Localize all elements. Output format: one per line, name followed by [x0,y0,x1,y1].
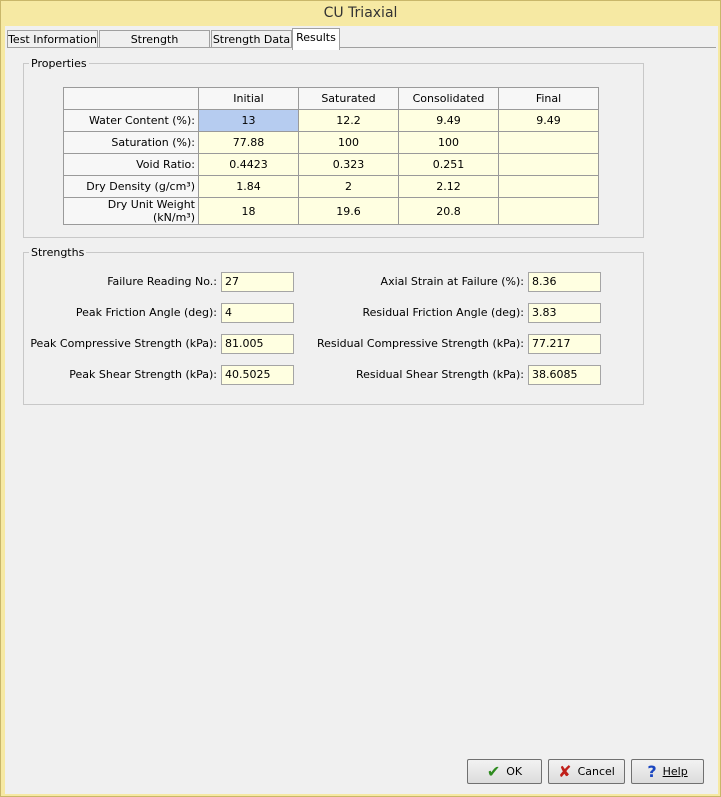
cancel-button-label: Cancel [577,765,615,778]
peak-friction-angle-field[interactable]: 4 [221,303,294,323]
table-cell[interactable]: 0.251 [399,154,499,176]
check-icon: ✔ [486,761,501,781]
table-cell[interactable]: 9.49 [399,110,499,132]
properties-table [63,87,599,225]
tab-test-information[interactable]: Test Information [7,30,98,50]
column-header-final[interactable]: Final [499,88,599,110]
question-icon: ? [647,761,657,781]
column-header-consolidated[interactable]: Consolidated [399,88,499,110]
column-header-saturated[interactable]: Saturated [299,88,399,110]
strengths-group-label: Strengths [31,246,85,259]
table-row [64,176,599,198]
table-cell[interactable]: 77.88 [199,132,299,154]
peak-compressive-strength-field[interactable]: 81.005 [221,334,294,354]
cancel-button[interactable] [548,759,625,784]
table-row [64,154,599,176]
ok-button-label: OK [506,765,523,778]
properties-header-row [64,88,599,110]
table-cell[interactable]: 100 [399,132,499,154]
table-cell[interactable]: 13 [199,110,299,132]
row-header-saturation: Saturation (%): [64,132,199,154]
properties-group [23,57,644,238]
failure-reading-label: Failure Reading No.: [107,275,217,288]
residual-friction-angle-label: Residual Friction Angle (deg): [362,306,524,319]
peak-compressive-strength-label: Peak Compressive Strength (kPa): [30,337,217,350]
peak-shear-strength-label: Peak Shear Strength (kPa): [69,368,217,381]
row-header-void-ratio: Void Ratio: [64,154,199,176]
axial-strain-field[interactable]: 8.36 [528,272,601,292]
peak-shear-strength-field[interactable]: 40.5025 [221,365,294,385]
residual-shear-strength-field[interactable]: 38.6085 [528,365,601,385]
table-cell[interactable]: 0.4423 [199,154,299,176]
row-header-dry-unit-weight: Dry Unit Weight (kN/m³) [64,198,199,225]
window-title: CU Triaxial [323,5,398,21]
dialog-client-area [5,26,718,794]
residual-friction-angle-field[interactable]: 3.83 [528,303,601,323]
table-cell[interactable] [499,154,599,176]
table-cell[interactable]: 2.12 [399,176,499,198]
tab-strength-data[interactable]: Strength Data [211,30,292,50]
tab-results[interactable]: Results [292,28,340,50]
tab-strength-information[interactable]: Strength [99,30,210,50]
table-cell[interactable]: 19.6 [299,198,399,225]
table-cell[interactable] [499,176,599,198]
table-cell[interactable]: 100 [299,132,399,154]
row-header-dry-density: Dry Density (g/cm³) [64,176,199,198]
residual-compressive-strength-field[interactable]: 77.217 [528,334,601,354]
ok-button[interactable] [467,759,542,784]
table-cell[interactable] [499,198,599,225]
table-cell[interactable]: 20.8 [399,198,499,225]
help-button[interactable] [631,759,704,784]
table-row [64,198,599,225]
row-header-water-content: Water Content (%): [64,110,199,132]
table-row [64,132,599,154]
table-cell[interactable] [499,132,599,154]
table-corner-cell [64,88,199,110]
residual-compressive-strength-label: Residual Compressive Strength (kPa): [316,337,524,350]
peak-friction-angle-label: Peak Friction Angle (deg): [75,306,217,319]
x-icon: ✘ [558,761,572,781]
residual-shear-strength-label: Residual Shear Strength (kPa): [355,368,524,381]
help-button-label: Help [662,765,688,778]
table-cell[interactable]: 2 [299,176,399,198]
table-cell[interactable]: 1.84 [199,176,299,198]
axial-strain-label: Axial Strain at Failure (%): [380,275,524,288]
results-panel [7,48,716,748]
column-header-initial[interactable]: Initial [199,88,299,110]
properties-group-label: Properties [31,57,87,70]
table-cell[interactable]: 9.49 [499,110,599,132]
table-cell[interactable]: 0.323 [299,154,399,176]
failure-reading-field[interactable]: 27 [221,272,294,292]
table-cell[interactable]: 18 [199,198,299,225]
table-cell[interactable]: 12.2 [299,110,399,132]
table-row [64,110,599,132]
strengths-group [23,246,644,405]
